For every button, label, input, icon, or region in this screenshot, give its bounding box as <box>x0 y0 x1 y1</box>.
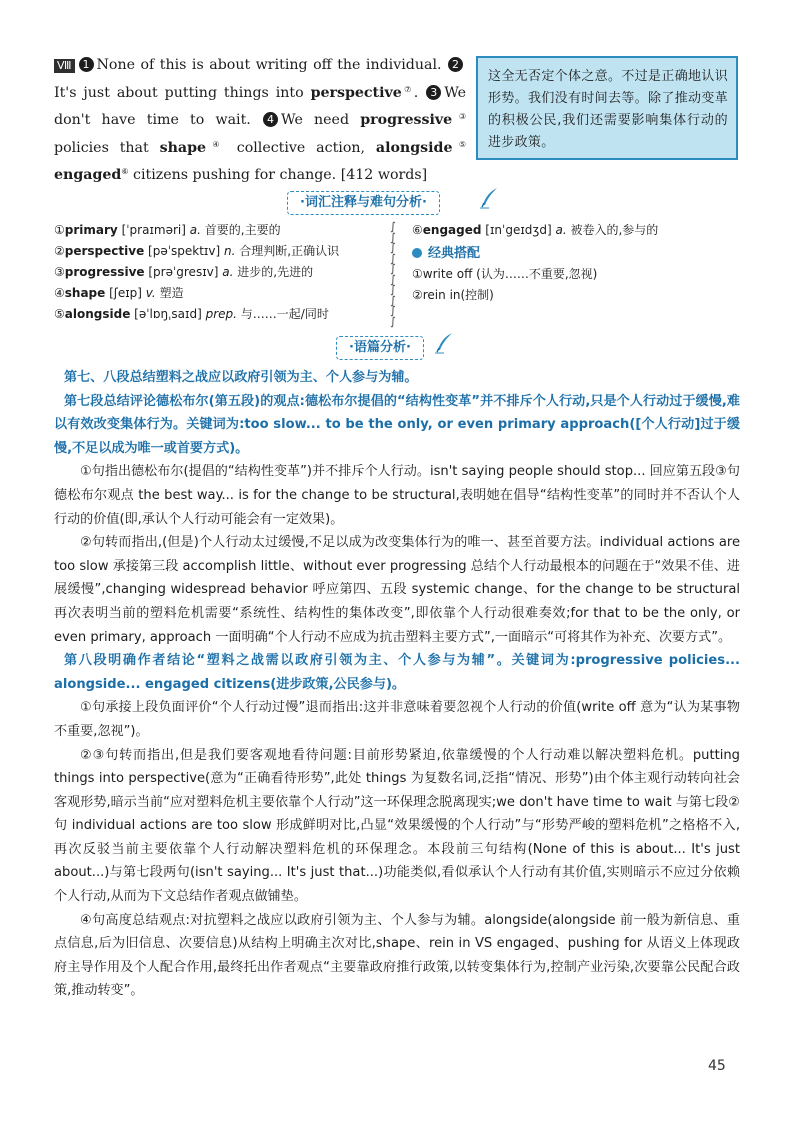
vocab-def: 首要的,主要的 <box>204 223 281 237</box>
analysis-heading: 第八段明确作者结论“塑料之战需以政府引领为主、个人参与为辅”。关键词为:progressive policies... alongside... engaged citizens(进步政策,公民参与)。 <box>54 653 740 692</box>
vocab-list <box>54 220 384 325</box>
vocab-word: perspective <box>64 244 145 258</box>
analysis-paragraph: ①句承接上段负面评价“个人行动过慢”退而指出:这并非意味着要忽视个人行动的价值(write off 意为“认为某事物不重要,忽视”)。 <box>54 700 740 739</box>
quill-pen-icon <box>479 187 499 209</box>
quill-pen-icon <box>434 332 454 354</box>
vocab-word: progressive <box>64 265 145 279</box>
vocab-ref: ④ <box>206 139 226 149</box>
sentence-number: 3 <box>426 85 441 100</box>
vocab-phonetic: [prəˈgresɪv] <box>148 265 219 279</box>
vocab-word: perspective <box>310 84 402 101</box>
vocab-entry <box>412 220 742 241</box>
word-count: [412 words] <box>340 167 428 183</box>
vocab-ref: ③ <box>452 112 467 121</box>
vocab-word: shape <box>64 286 106 300</box>
vocab-entry <box>54 283 384 304</box>
phrase-item: ②rein in(控制) <box>412 288 494 302</box>
phrases-title: 经典搭配 <box>428 246 481 261</box>
vocab-phonetic: [pəˈspektɪv] <box>148 244 221 258</box>
vocab-word: primary <box>64 223 118 237</box>
analysis-heading: 第七、八段总结塑料之战应以政府引领为主、个人参与为辅。 <box>64 370 418 385</box>
sentence-number: 2 <box>448 57 463 72</box>
vocab-num: ① <box>54 223 65 237</box>
vocab-def: 塑造 <box>159 286 184 300</box>
bullet-dot-icon <box>412 248 422 258</box>
vocab-ref: ⑥ <box>121 167 129 176</box>
vocab-pos: a. <box>555 223 567 237</box>
vocab-pos: prep. <box>205 307 237 321</box>
analysis-paragraph: ②③句转而指出,但是我们要客观地看待问题:目前形势紧迫,依靠缓慢的个人行动难以解决塑料危机。putting things into perspective(意为“正确看待形势”,此处 things 为复数名词,泛指“情况、形势”)由个体主观行动转向社会客观形势,暗示当前“应对塑料危机主要依靠个人行动”这一环保理念脱离现实;we don't have time to wait 与第七段②句 individual actions are too slow 形成鲜明对比,凸显“效果缓慢的个人行动”与“形势严峻的塑料危机”之格格不入,再次反驳当前主要依靠个人行动解决塑料危机的环保理念。本段前三句结构(None of this is about... It's just about...)与第七段两句(isn't saying... It's just that...)功能类似,看似承认个人行动有其价值,实则暗示不应过分依赖个人行动,从而为下文总结作者观点做铺垫。 <box>54 747 740 905</box>
vocab-entry <box>54 220 384 241</box>
sentence-text: It's just about putting things into <box>54 84 304 101</box>
paragraph-badge: Ⅷ <box>54 59 75 73</box>
vocab-pos: a. <box>189 223 201 237</box>
vocab-phonetic: [ɪnˈgeɪdʒd] <box>485 223 552 237</box>
analysis-paragraph: ④句高度总结观点:对抗塑料之战应以政府引领为主、个人参与为辅。alongside(alongside 前一般为新信息、重点信息,后为旧信息、次要信息)从结构上明确主次对比,shape、rein in VS engaged、pushing for 从语义上体现政府主导作用及个人配合作用,最终托出作者观点“主要靠政府推行政策,以转变集体行为,控制产业污染,次要靠公民配合政策,推动转变”。 <box>54 912 740 999</box>
section-title: ·语篇分析· <box>336 336 424 360</box>
phrase-item: ①write off (认为……不重要,忽视) <box>412 267 598 281</box>
sentence-text: citizens pushing for change. <box>133 167 337 183</box>
sentence-number: 4 <box>263 112 278 127</box>
vocab-def: 进步的,先进的 <box>237 265 314 279</box>
sentence-text: . <box>413 84 419 101</box>
translation-box <box>476 56 738 160</box>
discourse-analysis <box>54 366 740 1003</box>
sentence-text: None of this is about writing off the individual. <box>96 57 442 73</box>
vocab-word: engaged <box>422 223 482 237</box>
sentence-number: 1 <box>79 57 94 72</box>
vocab-phonetic: [əˈlɒŋˌsaɪd] <box>134 307 202 321</box>
vocab-num: ② <box>54 244 65 258</box>
vocab-phonetic: [ʃeɪp] <box>109 286 142 300</box>
column-divider: ∫ ∫ ∫ ∫ ∫ ∫ ∫ ∫ ∫ ∫ <box>390 220 396 328</box>
vocab-list-right <box>412 220 742 306</box>
sentence-text: We need <box>281 112 350 128</box>
vocab-num: ⑥ <box>412 223 423 237</box>
vocab-entry <box>54 262 384 283</box>
vocab-def: 与……一起/同时 <box>240 307 329 321</box>
vocab-word: shape <box>159 139 207 156</box>
vocab-entry <box>54 304 384 325</box>
vocab-num: ③ <box>54 265 65 279</box>
vocab-word: alongside <box>375 139 453 156</box>
vocab-num: ④ <box>54 286 65 300</box>
vocab-pos: a. <box>222 265 234 279</box>
vocab-entry <box>54 241 384 262</box>
phrases-header <box>412 243 742 264</box>
vocab-word: engaged <box>54 167 122 183</box>
analysis-paragraph: ②句转而指出,(但是)个人行动太过缓慢,不足以成为改变集体行为的唯一、甚至首要方法。individual actions are too slow 承接第三段 accomplish little、without ever progressing 总结个人行动最根本的问题在于“效果不佳、进展缓慢”,changing widespread behavior 呼应第四、五段 systemic change、for the change to be structural 再次表明当前的塑料危机需要“系统性、结构性的集体改变”,即依靠个人行动很难奏效;for that to be the only, or even primary, approach 一面明确“个人行动不应成为抗击塑料主要方式”,一面暗示“可将其作为补充、次要方式”。 <box>54 535 740 645</box>
vocab-def: 被卷入的,参与的 <box>570 223 659 237</box>
vocab-pos: v. <box>145 286 156 300</box>
vocab-word: progressive <box>360 112 453 128</box>
passage-paragraph-8 <box>54 54 466 188</box>
vocab-word: alongside <box>64 307 131 321</box>
vocab-pos: n. <box>224 244 236 258</box>
translation-text: 这全无否定个体之意。不过是正确地认识形势。我们没有时间去等。除了推动变革的积极公民,我们还需要影响集体行动的进步政策。 <box>488 69 728 150</box>
vocab-ref: ⑤ <box>452 139 467 149</box>
analysis-heading: 第七段总结评论德松布尔(第五段)的观点:德松布尔提倡的“结构性变革”并不排斥个人行动,只是个人行动过于缓慢,难以有效改变集体行为。关键词为:too slow... to be the only, or even primary approach([个人行动]过于缓慢,不足以成为唯一或首要方式)。 <box>54 393 740 456</box>
vocab-num: ⑤ <box>54 307 65 321</box>
sentence-text: collective action, <box>236 139 366 156</box>
vocab-def: 合理判断,正确认识 <box>239 244 340 258</box>
vocab-ref: ⑦ <box>401 84 414 94</box>
analysis-paragraph: ①句指出德松布尔(提倡的“结构性变革”)并不排斥个人行动。isn't saying people should stop... 回应第五段③句德松布尔观点 the best way... is for the change to be structural,表明她在倡导“结构性变革”的同时并不否认个人行动的价值(即,承认个人行动可能会有一定效果)。 <box>54 464 740 527</box>
vocab-phonetic: [ˈpraɪməri] <box>121 223 186 237</box>
sentence-text: We don't have time to wait. <box>54 84 467 128</box>
sentence-text: policies that <box>54 139 149 156</box>
page-number: 45 <box>708 1058 726 1074</box>
section-title: ·词汇注释与难句分析· <box>287 191 440 215</box>
